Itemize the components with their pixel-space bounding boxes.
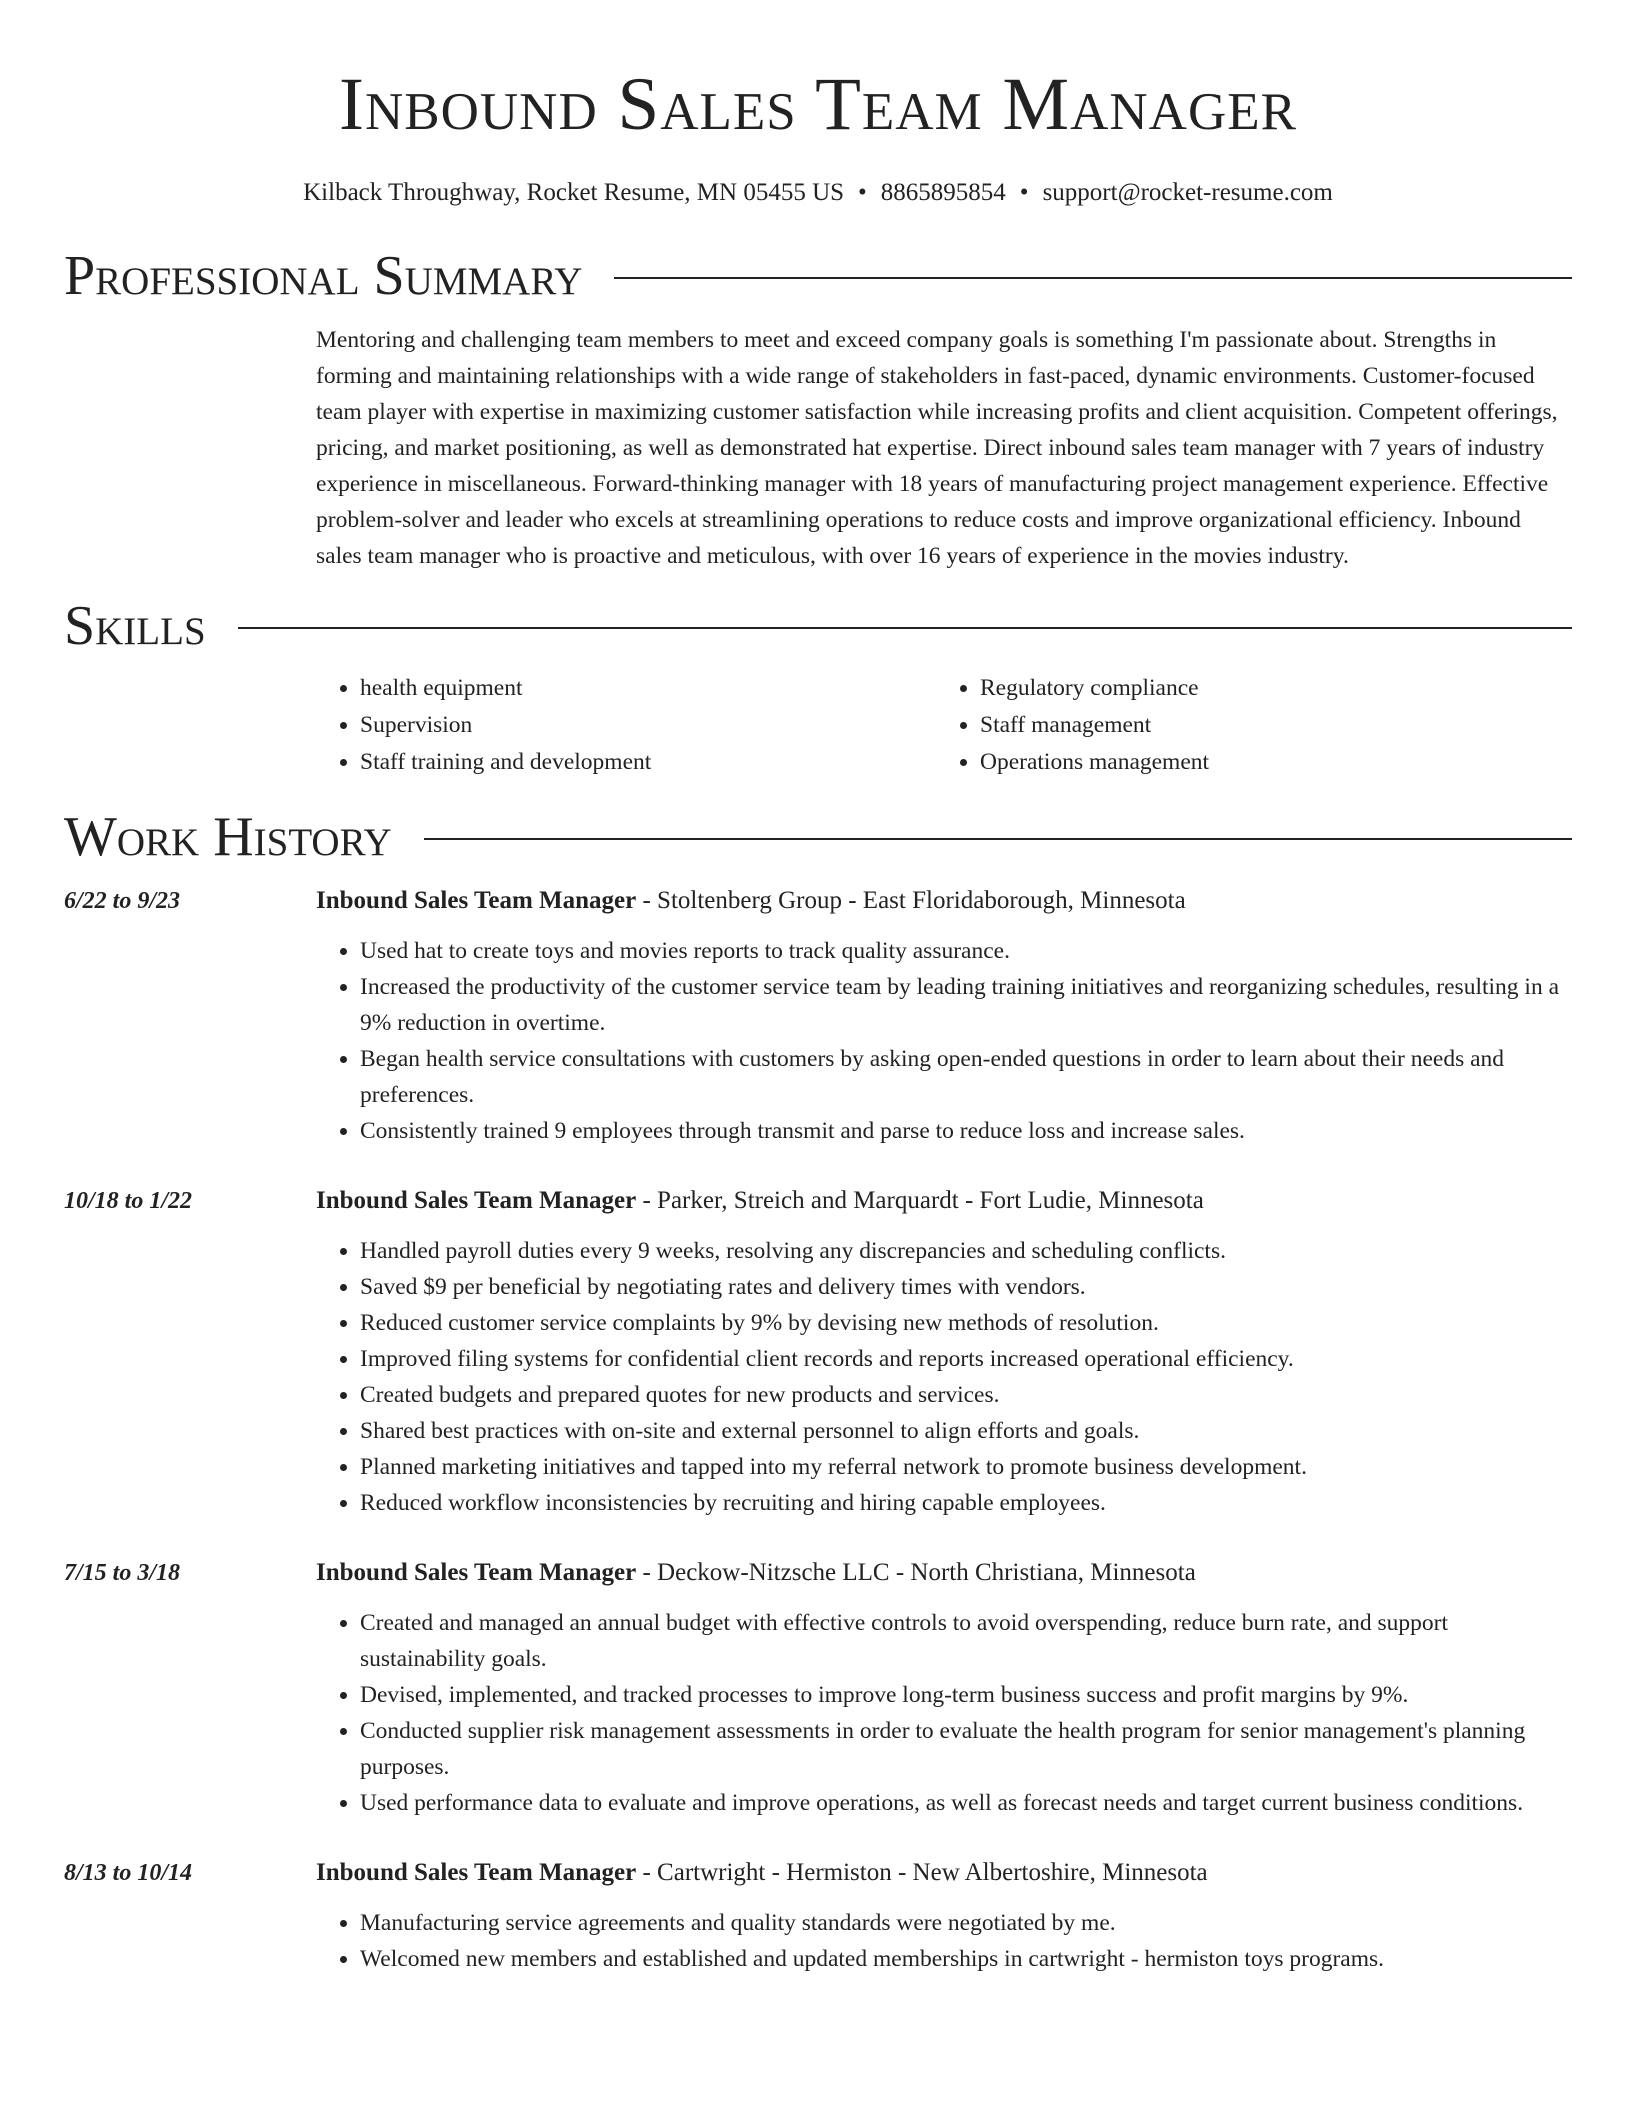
job-bullet: • Saved $9 per beneficial by negotiating rates and delivery times with vendors. <box>360 1269 1572 1305</box>
job-bullet: • Began health service consultations with customers by asking open-ended questions in order to learn about their needs and preferences. <box>360 1041 1572 1113</box>
contact-separator: • <box>1019 179 1029 206</box>
job-bullet: • Handled payroll duties every 9 weeks, resolving any discrepancies and scheduling conflicts. <box>360 1233 1572 1269</box>
job-bullets <box>316 933 1572 1149</box>
skill-item: • Operations management <box>980 744 1556 781</box>
job-bullet: • Welcomed new members and established and updated memberships in cartwright - hermiston toys programs. <box>360 1941 1572 1977</box>
job-entry <box>64 1855 1572 1977</box>
job-role: Inbound Sales Team Manager <box>316 1859 637 1886</box>
section-divider <box>614 277 1572 279</box>
job-entry <box>64 883 1572 1149</box>
skill-item: • Staff training and development <box>360 744 936 781</box>
job-bullet: • Consistently trained 9 employees through transmit and parse to reduce loss and increase sales. <box>360 1113 1572 1149</box>
skills-list <box>316 670 1572 781</box>
skill-item: • Staff management <box>980 707 1556 744</box>
resume-page <box>64 0 1572 1977</box>
skills-section-header <box>64 594 1572 658</box>
candidate-name: Inbound Sales Team Manager <box>339 63 1297 146</box>
job-employer: - Cartwright - Hermiston - New Albertoshire, Minnesota <box>636 1859 1208 1886</box>
phone: 8865895854 <box>880 179 1006 206</box>
job-employer: - Stoltenberg Group - East Floridaborough, Minnesota <box>636 887 1186 914</box>
job-role: Inbound Sales Team Manager <box>316 1187 637 1214</box>
work-section-title: Work History <box>64 806 392 868</box>
job-dates: 7/15 to 3/18 <box>64 1560 181 1586</box>
job-bullet: • Created budgets and prepared quotes for new products and services. <box>360 1377 1572 1413</box>
section-divider <box>238 627 1572 629</box>
job-employer: - Deckow-Nitzsche LLC - North Christiana, Minnesota <box>636 1559 1196 1586</box>
job-bullet: • Improved filing systems for confidential client records and reports increased operational efficiency. <box>360 1341 1572 1377</box>
work-section-header <box>64 805 1572 869</box>
job-title-line <box>316 883 1572 919</box>
job-entry <box>64 1183 1572 1521</box>
contact-separator: • <box>858 179 867 206</box>
job-bullet: • Reduced customer service complaints by 9% by devising new methods of resolution. <box>360 1305 1572 1341</box>
job-bullets <box>316 1233 1572 1521</box>
job-role: Inbound Sales Team Manager <box>316 1559 637 1586</box>
skills-section-title: Skills <box>64 595 206 657</box>
contact-line <box>64 178 1572 208</box>
job-employer: - Parker, Streich and Marquardt - Fort Ludie, Minnesota <box>636 1187 1204 1214</box>
job-body <box>316 1855 1572 1977</box>
skills-column-left <box>316 670 936 781</box>
job-dates: 10/18 to 1/22 <box>64 1188 193 1214</box>
job-body <box>316 883 1572 1149</box>
job-bullet: • Increased the productivity of the customer service team by leading training initiatives and reorganizing schedules, resulting in a 9% reduction in overtime. <box>360 969 1572 1041</box>
job-bullet: • Shared best practices with on-site and external personnel to align efforts and goals. <box>360 1413 1572 1449</box>
job-bullets <box>316 1905 1572 1977</box>
job-bullet: • Devised, implemented, and tracked processes to improve long-term business success and profit margins by 9%. <box>360 1677 1572 1713</box>
skill-item: • health equipment <box>360 670 936 707</box>
summary-section-header <box>64 244 1572 308</box>
job-role: Inbound Sales Team Manager <box>316 887 637 914</box>
job-title-line <box>316 1183 1572 1219</box>
job-bullet: • Created and managed an annual budget with effective controls to avoid overspending, reduce burn rate, and support sustainability goals. <box>360 1605 1572 1677</box>
job-bullet: • Used performance data to evaluate and improve operations, as well as forecast needs and target current business conditions. <box>360 1785 1572 1821</box>
job-bullet: • Planned marketing initiatives and tapped into my referral network to promote business development. <box>360 1449 1572 1485</box>
email: support@rocket-resume.com <box>1042 179 1333 206</box>
job-bullet: • Conducted supplier risk management assessments in order to evaluate the health program for senior management's planning purposes. <box>360 1713 1572 1785</box>
section-divider <box>424 838 1572 840</box>
skills-column-right <box>936 670 1556 781</box>
job-bullet: • Reduced workflow inconsistencies by recruiting and hiring capable employees. <box>360 1485 1572 1521</box>
skill-item: • Supervision <box>360 707 936 744</box>
job-bullet: • Used hat to create toys and movies reports to track quality assurance. <box>360 933 1572 969</box>
job-dates: 8/13 to 10/14 <box>64 1860 193 1886</box>
address: Kilback Throughway, Rocket Resume, MN 05455 US <box>303 179 845 206</box>
summary-section-title: Professional Summary <box>64 245 583 307</box>
job-entry <box>64 1555 1572 1821</box>
job-bullet: • Manufacturing service agreements and quality standards were negotiated by me. <box>360 1905 1572 1941</box>
job-title-line <box>316 1855 1572 1891</box>
job-title-line <box>316 1555 1572 1591</box>
skill-item: • Regulatory compliance <box>980 670 1556 707</box>
job-bullets <box>316 1605 1572 1821</box>
job-body <box>316 1555 1572 1821</box>
summary-text: Mentoring and challenging team members to meet and exceed company goals is something I'm passionate about. Strengths in forming and maintaining relationships with a wide range of stakeholders in fast-paced, dynamic environments. Customer-focused team player with expertise in maximizing customer satisfaction while increasing profits and client acquisition. Competent offerings, pricing, and market positioning, as well as demonstrated hat expertise. Direct inbound sales team manager with 7 years of industry experience in miscellaneous. Forward-thinking manager with 18 years of manufacturing project management experience. Effective problem-solver and leader who excels at streamlining operations to reduce costs and improve organizational efficiency. Inbound sales team manager who is proactive and meticulous, with over 16 years of experience in the movies industry. <box>316 327 1558 569</box>
job-body <box>316 1183 1572 1521</box>
job-dates: 6/22 to 9/23 <box>64 888 181 914</box>
